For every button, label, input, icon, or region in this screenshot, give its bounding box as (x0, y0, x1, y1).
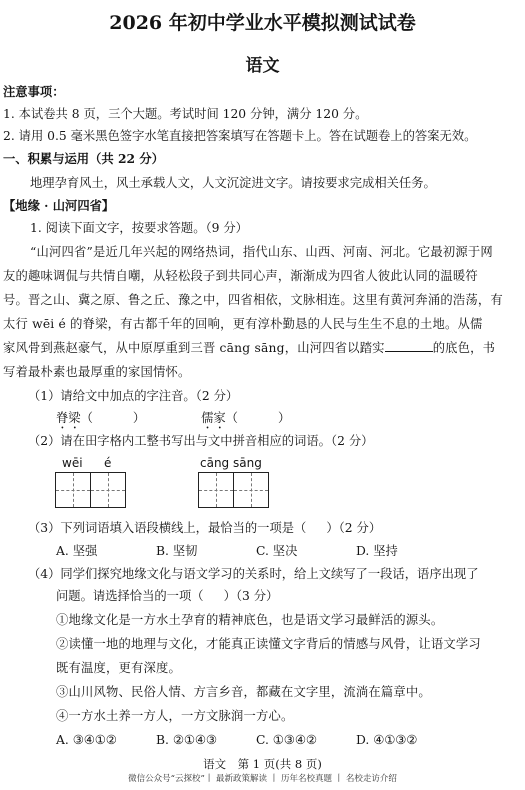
sentence-2b: 既有温度，更有深度。 (56, 661, 181, 675)
sub-question-3-option-b: B. 坚韧 (156, 544, 198, 558)
sub-question-4-option-c: C. ①③④② (256, 733, 317, 747)
sub-question-1-words (56, 410, 290, 432)
sentence-1: ①地缘文化是一方水土孕育的精神底色，也是语文学习最鲜活的源头。 (56, 613, 444, 627)
notes-item-1: 1. 本试卷共 8 页，三个大题。考试时间 120 分钟，满分 120 分。 (3, 107, 368, 121)
section-intro: 地理孕育风土，风土承载人文，人文沉淀进文字。请按要求完成相关任务。 (30, 176, 436, 190)
sentence-2a: ②读懂一地的地理与文化，才能真正读懂文字背后的情感与风骨，让语文学习 (56, 637, 481, 651)
pinyin-e: é (104, 456, 112, 470)
sub-question-3-option-c: C. 坚决 (256, 544, 298, 558)
passage-line-2: 友的趣味调侃与共情自嘲，从轻松段子到共同心声，渐渐成为四省人彼此认同的温暖符 (3, 269, 478, 283)
sub-question-4-line-2 (56, 588, 278, 604)
tianzige-cell[interactable] (91, 473, 125, 507)
sub-question-2: （2）请在田字格内工整书写出与文中拼音相应的词语。（2 分） (28, 434, 374, 448)
word-jiliang: 脊梁（ (56, 411, 93, 425)
footer-ad: 微信公众号“云探校”丨 最新政策解读 丨 历年名校真题 丨 名校走访介绍 (128, 774, 397, 784)
question-1: 1. 阅读下面文字，按要求答题。（9 分） (30, 221, 248, 235)
sub-question-3-score: ）（2 分） (326, 521, 382, 535)
notes-heading: 注意事项： (3, 84, 65, 99)
sub-question-3 (28, 520, 381, 536)
pinyin-cangsang: cāng sāng (200, 456, 262, 470)
subject-title: 语文 (245, 56, 280, 76)
notes-item-2: 2. 请用 0.5 毫米黑色签字水笔直接把答案填写在答题卡上。答在试题卷上的答案无效。 (3, 129, 477, 143)
sub-question-1: （1）请给文中加点的字注音。（2 分） (28, 389, 239, 403)
passage-line-1: “山河四省”是近几年兴起的网络热词，指代山东、山西、河南、河北。它最初源于网 (30, 245, 493, 259)
sub-question-4-text: 问题。请选择恰当的一项（ (56, 589, 204, 603)
tianzige-cell[interactable] (234, 473, 268, 507)
sub-question-3-text: （3）下列词语填入语段横线上，最恰当的一项是（ (28, 521, 307, 535)
page-number: 语文 第 1 页(共 8 页) (203, 757, 322, 771)
section-heading: 一、积累与运用（共 22 分） (3, 151, 164, 166)
passage-line-5-text: 家风骨到燕赵豪气，从中原厚重到三晋 cāng sāng，山河四省以踏实 (3, 341, 385, 355)
passage-line-4: 太行 wēi é 的脊梁，有古都千年的回响，更有淳朴勤恳的人民与生生不息的土地。从儒 (3, 317, 483, 331)
sub-question-4-score: ）（3 分） (223, 589, 279, 603)
sentence-3: ③山川风物、民俗人情、方言乡音，都藏在文字里，流淌在篇章中。 (56, 685, 431, 699)
word-rujia: 儒家（ (201, 411, 238, 425)
sub-question-3-option-d: D. 坚持 (356, 544, 398, 558)
sentence-4: ④一方水土养一方人，一方文脉润一方心。 (56, 709, 294, 723)
passage-line-5-tail: 的底色，书 (432, 341, 496, 355)
tianzige-cell[interactable] (199, 473, 234, 507)
sub-question-4-line-1: （4）同学们探究地缘文化与语文学习的关系时，给上文续写了一段话，语序出现了 (28, 567, 479, 581)
paren-close-1: ） (132, 411, 146, 425)
sub-question-4-option-d: D. ④①③② (356, 733, 418, 747)
tianzige-grid-2[interactable] (198, 472, 269, 508)
exam-title: 2026 年初中学业水平模拟测试试卷 (109, 12, 416, 34)
sub-question-4-option-b: B. ②①④③ (156, 733, 217, 747)
tianzige-cell[interactable] (56, 473, 91, 507)
sub-heading: 【地缘 · 山河四省】 (3, 198, 115, 213)
sub-question-3-option-a: A. 坚强 (56, 544, 98, 558)
paren-close-2: ） (277, 411, 291, 425)
answer-blank[interactable] (385, 340, 433, 352)
passage-line-6: 写着最朴素也最厚重的家国情怀。 (3, 365, 191, 379)
sub-question-4-option-a: A. ③④①② (56, 733, 117, 747)
passage-line-5 (3, 340, 495, 356)
pinyin-wei: wēi (62, 456, 83, 470)
tianzige-grid-1[interactable] (55, 472, 126, 508)
passage-line-3: 号。晋之山、冀之原、鲁之丘、豫之中，四省相依，文脉相连。这里有黄河奔涌的浩荡，有 (3, 293, 503, 307)
